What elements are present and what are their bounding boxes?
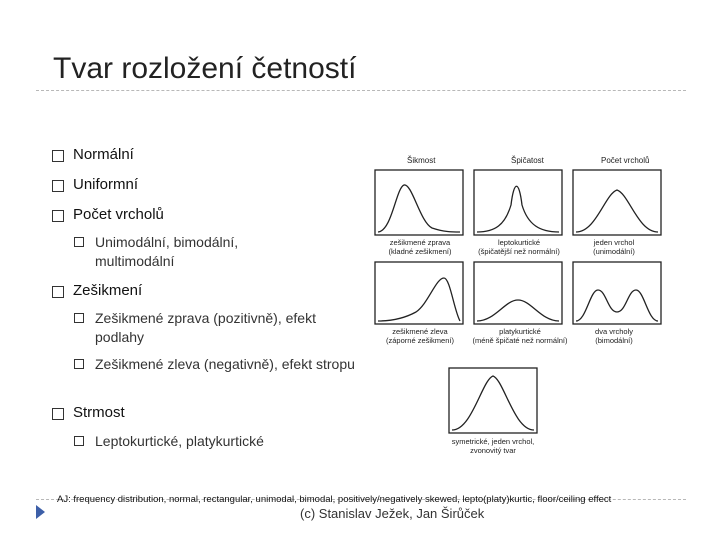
caption-line: leptokurtické	[497, 238, 541, 247]
panel-frame	[573, 170, 661, 235]
bullet-box-icon	[52, 408, 64, 420]
caption-line: jeden vrchol	[593, 238, 635, 247]
curve-symmetric	[452, 376, 534, 430]
subbullet-text: Zešikmené zprava (pozitivně), efekt podlahy	[95, 310, 316, 345]
caption-line: symetrické, jeden vrchol,	[451, 437, 535, 446]
caption-line: dva vrcholy	[595, 327, 633, 336]
bullet-box-icon	[74, 359, 84, 369]
curve-unimodal	[576, 190, 658, 232]
bullet-box-icon	[74, 237, 84, 247]
caption-platykurtic	[470, 327, 570, 345]
slide-marker-icon	[36, 505, 46, 519]
subbullet-text: Unimodální, bimodální, multimodální	[95, 234, 239, 269]
bullet-text: Uniformní	[73, 176, 139, 193]
caption-unimodal	[584, 238, 644, 256]
panel-frame	[449, 368, 537, 433]
title-divider	[36, 90, 686, 91]
panel-frame	[474, 262, 562, 324]
bullet-box-icon	[52, 180, 64, 192]
bullet-box-icon	[74, 436, 84, 446]
slide-title: Tvar rozložení četností	[53, 52, 357, 85]
curve-platykurtic	[477, 300, 559, 321]
header-peaks: Počet vrcholů	[601, 156, 650, 165]
caption-line: (špičatější než normální)	[478, 247, 560, 256]
curve-bimodal	[576, 290, 658, 321]
caption-line: zešikmené zprava	[389, 238, 451, 247]
caption-right-skewed	[385, 238, 455, 256]
caption-symmetric	[450, 437, 536, 455]
caption-bimodal	[584, 327, 644, 345]
panel-frame	[375, 262, 463, 324]
bullet-text: Zešikmení	[73, 282, 143, 299]
caption-line: (bimodální)	[595, 336, 633, 345]
caption-line: (méně špičaté než normální)	[472, 336, 568, 345]
caption-line: zvonovitý tvar	[470, 446, 516, 455]
curve-leptokurtic	[477, 186, 559, 232]
bullet-box-icon	[52, 210, 64, 222]
caption-leptokurtic	[474, 238, 564, 256]
panel-frame	[573, 262, 661, 324]
bullet-text: Počet vrcholů	[73, 206, 164, 223]
subbullet-text: Leptokurtické, platykurtické	[95, 433, 264, 449]
panel-frame	[474, 170, 562, 235]
header-skew: Šikmost	[407, 156, 436, 165]
panel-frame	[375, 170, 463, 235]
caption-left-skewed	[385, 327, 455, 345]
caption-line: (unimodální)	[593, 247, 635, 256]
english-terms-footnote: AJ: frequency distribution, normal, rectangular, unimodal, bimodal, positively/negatively skewed, lepto(platy)kurtic, floor/ceiling effect	[57, 494, 612, 505]
bullet-text: Strmost	[73, 404, 125, 421]
bullet-box-icon	[52, 286, 64, 298]
curve-right-skewed	[378, 185, 460, 232]
bullet-box-icon	[74, 313, 84, 323]
subbullet-text: Zešikmené zleva (negativně), efekt stropu	[95, 356, 355, 372]
caption-line: zešikmené zleva	[392, 327, 448, 336]
caption-line: (kladné zešikmení)	[388, 247, 452, 256]
author-credit: (c) Stanislav Ježek, Jan Širůček	[300, 506, 485, 521]
curve-left-skewed	[378, 278, 460, 321]
header-kurt: Špičatost	[511, 156, 544, 165]
bullet-box-icon	[52, 150, 64, 162]
bullet-text: Normální	[73, 146, 134, 163]
caption-line: (záporné zešikmení)	[386, 336, 454, 345]
caption-line: platykurtické	[499, 327, 541, 336]
